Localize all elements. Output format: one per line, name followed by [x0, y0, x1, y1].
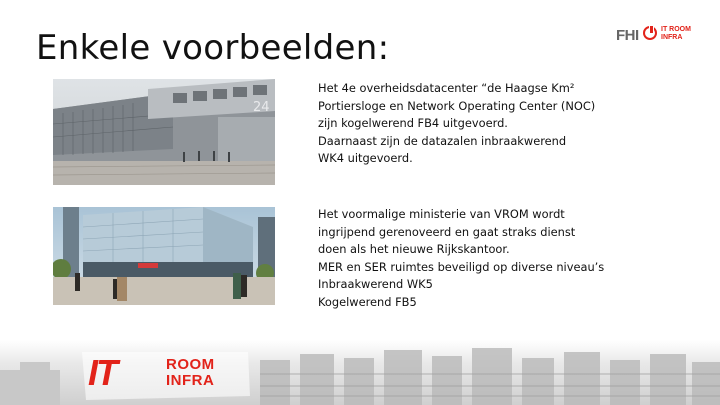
example-2-line: Inbraakwerend WK5 [318, 277, 433, 291]
fhi-logo-text [661, 26, 691, 42]
fhi-logo [614, 24, 694, 46]
it-room-infra-logo [86, 352, 246, 392]
example-1-line: Het 4e overheidsdatacenter “de Haagse Km² [318, 81, 575, 95]
example-1-line: Daarnaast zijn de datazalen inbraakwerend [318, 133, 567, 148]
slide-title: Enkele voorbeelden: [36, 28, 390, 68]
fhi-logo-brand: FHI [616, 27, 639, 44]
example-2-line: ingrijpend gerenoveerd en gaat straks dienst [318, 224, 576, 239]
datacenter-photo [53, 79, 275, 185]
fhi-logo-line1: IT ROOM [661, 26, 691, 33]
example-2-line: doen als het nieuwe Rijkskantoor. [318, 242, 510, 256]
example-2-description [318, 206, 618, 311]
example-1-line: zijn kogelwerend FB4 uitgevoerd. [318, 116, 508, 130]
example-1-line: WK4 uitgevoerd. [318, 151, 413, 165]
footer-logo-infra: INFRA [166, 372, 215, 389]
example-2-line: Het voormalige ministerie van VROM wordt [318, 207, 565, 221]
example-2-line: Kogelwerend FB5 [318, 294, 417, 309]
example-1-description [318, 80, 618, 168]
building-number: 24 [253, 100, 270, 115]
footer-logo-room: ROOM [166, 356, 215, 373]
footer-logo-it: IT [88, 352, 116, 393]
power-icon [643, 26, 657, 40]
example-1-line: Portiersloge en Network Operating Center (NOC) [318, 98, 596, 113]
fhi-logo-line2: INFRA [661, 34, 683, 41]
example-2-line: MER en SER ruimtes beveiligd op diverse niveau’s [318, 259, 605, 274]
ministry-photo [53, 207, 275, 305]
